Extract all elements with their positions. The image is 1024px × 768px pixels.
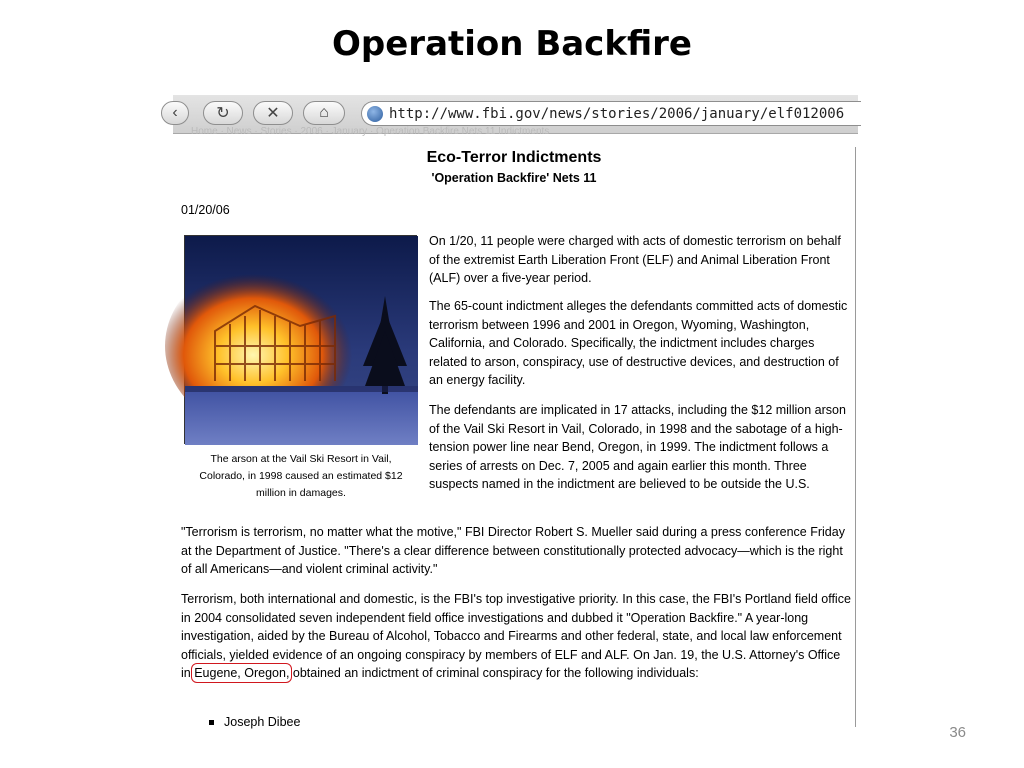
- back-icon: ‹: [172, 104, 178, 121]
- stop-button[interactable]: [253, 101, 293, 125]
- article-title: Eco-Terror Indictments: [426, 149, 602, 166]
- reload-button[interactable]: [203, 101, 243, 125]
- paragraph-2: The 65-count indictment alleges the defendants committed acts of domestic terrorism between 1996 and 2001 in Oregon, Wyoming, Washington, California, and Colorado. Specifically, the indictment includes charges related to arson, conspiracy, use of destructive devices, and destruction of an energy facility.: [429, 299, 848, 388]
- stop-icon: ✕: [266, 105, 280, 122]
- globe-icon: [367, 106, 383, 122]
- home-icon: ⌂: [319, 104, 329, 121]
- image-caption: The arson at the Vail Ski Resort in Vail, Colorado, in 1998 caused an estimated $12 million in damages.: [199, 453, 403, 499]
- url-text: http://www.fbi.gov/news/stories/2006/january/elf012006: [389, 105, 845, 122]
- browser-screenshot: [173, 95, 858, 727]
- paragraph-5-end: obtained an indictment of criminal conspiracy for the following individuals:: [289, 666, 699, 681]
- paragraph-1: On 1/20, 11 people were charged with acts of domestic terrorism on behalf of the extremist Earth Liberation Front (ELF) and Animal Liberation Front (ALF) over a five-year period.: [429, 234, 841, 286]
- back-button[interactable]: [161, 101, 189, 125]
- paragraph-5: [181, 590, 851, 683]
- paragraph-4: "Terrorism is terrorism, no matter what the motive," FBI Director Robert S. Mueller said during a press conference Friday at the Department of Justice. "There's a clear difference between constitutionally protected advocacy—which is the right of all Americans—and violent criminal activity.": [181, 525, 845, 577]
- paragraph-5-start: Terrorism, both international and domestic, is the FBI's top investigative priority. In this case, the FBI's Portland field office in 2004 consolidated seven independent field office investigations and dubbed it "Operation Backfire." A year-long investigation, aided by the Bureau of Alcohol, Tobacco and Firearms and other federal, state, and local law enforcement officials, yielded evidence of an ongoing conspiracy by members of ELF and ALF. On Jan. 19, the U.S. Attorney's Office in: [181, 592, 851, 681]
- address-bar[interactable]: [361, 101, 861, 126]
- content-border: [855, 147, 856, 727]
- article-date: 01/20/06: [181, 203, 230, 217]
- article-subtitle: 'Operation Backfire' Nets 11: [431, 171, 597, 185]
- slide-title: Operation Backfire: [332, 24, 692, 64]
- fire-photo: [184, 235, 417, 444]
- page-number: 36: [949, 724, 966, 741]
- home-button[interactable]: [303, 101, 345, 125]
- breadcrumb: Home · News · Stories · 2006 · January · Operation Backfire Nets 11 Indictments: [191, 126, 550, 137]
- list-item: Joseph Dibee: [209, 715, 300, 729]
- highlighted-location: Eugene, Oregon,: [194, 666, 290, 681]
- paragraph-3: The defendants are implicated in 17 attacks, including the $12 million arson of the Vail Ski Resort in Vail, Colorado, in 1998 and the sabotage of a high-tension power line near Bend, Oregon, in 1999. The indictment follows a series of arrests on Dec. 7, 2005 and again earlier this month. Three suspects named in the indictment are believed to be outside the U.S.: [429, 403, 846, 492]
- reload-icon: ↻: [216, 105, 230, 122]
